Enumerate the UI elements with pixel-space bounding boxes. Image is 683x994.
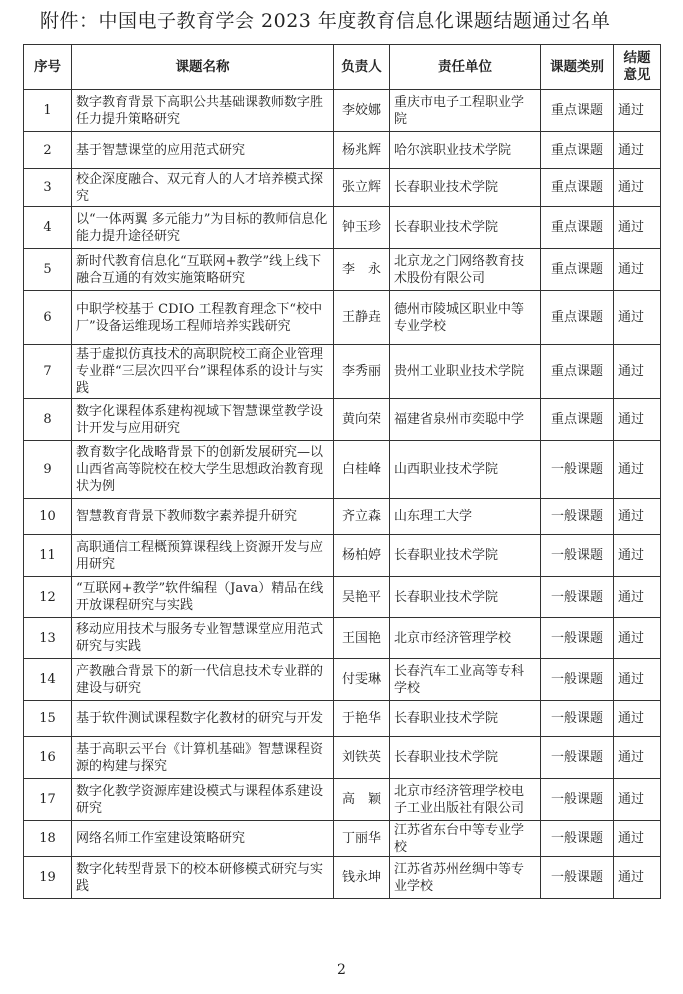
page-number: 2 <box>337 962 346 978</box>
topic-category: 一般课题 <box>541 499 614 535</box>
result-opinion: 通过 <box>614 499 661 535</box>
row-number: 18 <box>24 821 72 857</box>
row-number: 10 <box>24 499 72 535</box>
header-no: 序号 <box>24 45 72 90</box>
row-number: 6 <box>24 291 72 345</box>
header-category: 课题类别 <box>541 45 614 90</box>
topic-name: 中职学校基于 CDIO 工程教育理念下“校中厂”设备运维现场工程师培养实践研究 <box>72 291 334 345</box>
row-number: 13 <box>24 618 72 659</box>
table-row <box>24 701 661 737</box>
person-in-charge: 钱永坤 <box>334 857 390 899</box>
topic-name: 教育数字化战略背景下的创新发展研究—以山西省高等院校在校大学生思想政治教育现状为例 <box>72 441 334 499</box>
result-opinion: 通过 <box>614 659 661 701</box>
row-number: 16 <box>24 737 72 779</box>
topic-name: “互联网+教学”软件编程（Java）精品在线开放课程研究与实践 <box>72 577 334 618</box>
topic-category: 一般课题 <box>541 535 614 577</box>
topic-category: 重点课题 <box>541 249 614 291</box>
table-row <box>24 821 661 857</box>
person-in-charge: 刘铁英 <box>334 737 390 779</box>
topic-name: 数字教育背景下高职公共基础课教师数字胜任力提升策略研究 <box>72 90 334 132</box>
header-name: 课题名称 <box>72 45 334 90</box>
topic-name: 基于高职云平台《计算机基础》智慧课程资源的构建与探究 <box>72 737 334 779</box>
results-table <box>23 44 661 899</box>
person-in-charge: 王国艳 <box>334 618 390 659</box>
table-row <box>24 659 661 701</box>
person-in-charge: 白桂峰 <box>334 441 390 499</box>
responsible-unit: 哈尔滨职业技术学院 <box>390 132 541 169</box>
responsible-unit: 贵州工业职业技术学院 <box>390 345 541 399</box>
result-opinion: 通过 <box>614 291 661 345</box>
table-row <box>24 207 661 249</box>
topic-name: 数字化课程体系建构视域下智慧课堂教学设计开发与应用研究 <box>72 399 334 441</box>
responsible-unit: 北京龙之门网络教育技术股份有限公司 <box>390 249 541 291</box>
result-opinion: 通过 <box>614 701 661 737</box>
topic-name: 基于虚拟仿真技术的高职院校工商企业管理专业群“三层次四平台”课程体系的设计与实践 <box>72 345 334 399</box>
topic-category: 一般课题 <box>541 701 614 737</box>
responsible-unit: 江苏省苏州丝绸中等专业学校 <box>390 857 541 899</box>
person-in-charge: 高 颖 <box>334 779 390 821</box>
topic-name: 基于智慧课堂的应用范式研究 <box>72 132 334 169</box>
row-number: 12 <box>24 577 72 618</box>
row-number: 3 <box>24 169 72 207</box>
responsible-unit: 山东理工大学 <box>390 499 541 535</box>
responsible-unit: 江苏省东台中等专业学校 <box>390 821 541 857</box>
person-in-charge: 杨柏婷 <box>334 535 390 577</box>
result-opinion: 通过 <box>614 345 661 399</box>
topic-category: 一般课题 <box>541 821 614 857</box>
topic-category: 重点课题 <box>541 399 614 441</box>
topic-category: 重点课题 <box>541 345 614 399</box>
result-opinion: 通过 <box>614 535 661 577</box>
person-in-charge: 丁丽华 <box>334 821 390 857</box>
topic-category: 一般课题 <box>541 441 614 499</box>
row-number: 17 <box>24 779 72 821</box>
table-row <box>24 499 661 535</box>
topic-category: 重点课题 <box>541 90 614 132</box>
row-number: 2 <box>24 132 72 169</box>
topic-name: 以“一体两翼 多元能力”为目标的教师信息化能力提升途径研究 <box>72 207 334 249</box>
person-in-charge: 吴艳平 <box>334 577 390 618</box>
topic-category: 一般课题 <box>541 737 614 779</box>
topic-name: 数字化转型背景下的校本研修模式研究与实践 <box>72 857 334 899</box>
topic-name: 数字化教学资源库建设模式与课程体系建设研究 <box>72 779 334 821</box>
table-row <box>24 345 661 399</box>
responsible-unit: 长春职业技术学院 <box>390 701 541 737</box>
table-row <box>24 249 661 291</box>
result-opinion: 通过 <box>614 737 661 779</box>
table-row <box>24 441 661 499</box>
table-row <box>24 857 661 899</box>
result-opinion: 通过 <box>614 90 661 132</box>
topic-name: 智慧教育背景下教师数字素养提升研究 <box>72 499 334 535</box>
topic-category: 重点课题 <box>541 291 614 345</box>
topic-name: 高职通信工程概预算课程线上资源开发与应用研究 <box>72 535 334 577</box>
person-in-charge: 黄向荣 <box>334 399 390 441</box>
table-row <box>24 399 661 441</box>
topic-name: 移动应用技术与服务专业智慧课堂应用范式研究与实践 <box>72 618 334 659</box>
topic-category: 一般课题 <box>541 659 614 701</box>
topic-category: 一般课题 <box>541 779 614 821</box>
result-opinion: 通过 <box>614 399 661 441</box>
document-title: 附件：中国电子教育学会 2023 年度教育信息化课题结题通过名单 <box>40 10 611 32</box>
result-opinion: 通过 <box>614 577 661 618</box>
table-row <box>24 779 661 821</box>
table-row <box>24 169 661 207</box>
person-in-charge: 杨兆辉 <box>334 132 390 169</box>
topic-name: 网络名师工作室建设策略研究 <box>72 821 334 857</box>
person-in-charge: 于艳华 <box>334 701 390 737</box>
responsible-unit: 福建省泉州市奕聪中学 <box>390 399 541 441</box>
result-opinion: 通过 <box>614 779 661 821</box>
row-number: 9 <box>24 441 72 499</box>
row-number: 14 <box>24 659 72 701</box>
person-in-charge: 李姣娜 <box>334 90 390 132</box>
table-row <box>24 737 661 779</box>
responsible-unit: 长春汽车工业高等专科学校 <box>390 659 541 701</box>
responsible-unit: 山西职业技术学院 <box>390 441 541 499</box>
header-person: 负责人 <box>334 45 390 90</box>
person-in-charge: 付雯琳 <box>334 659 390 701</box>
header-result: 结题意见 <box>614 45 661 90</box>
result-opinion: 通过 <box>614 441 661 499</box>
result-opinion: 通过 <box>614 207 661 249</box>
result-opinion: 通过 <box>614 169 661 207</box>
topic-name: 基于软件测试课程数字化教材的研究与开发 <box>72 701 334 737</box>
topic-name: 校企深度融合、双元育人的人才培养模式探究 <box>72 169 334 207</box>
person-in-charge: 王静垚 <box>334 291 390 345</box>
result-opinion: 通过 <box>614 132 661 169</box>
topic-name: 新时代教育信息化“互联网+教学”线上线下融合互通的有效实施策略研究 <box>72 249 334 291</box>
row-number: 19 <box>24 857 72 899</box>
table-row <box>24 618 661 659</box>
topic-category: 一般课题 <box>541 618 614 659</box>
responsible-unit: 长春职业技术学院 <box>390 535 541 577</box>
topic-category: 一般课题 <box>541 577 614 618</box>
topic-category: 重点课题 <box>541 132 614 169</box>
header-unit: 责任单位 <box>390 45 541 90</box>
person-in-charge: 李秀丽 <box>334 345 390 399</box>
responsible-unit: 长春职业技术学院 <box>390 737 541 779</box>
person-in-charge: 钟玉珍 <box>334 207 390 249</box>
topic-name: 产教融合背景下的新一代信息技术专业群的建设与研究 <box>72 659 334 701</box>
table-row <box>24 132 661 169</box>
person-in-charge: 张立辉 <box>334 169 390 207</box>
responsible-unit: 德州市陵城区职业中等专业学校 <box>390 291 541 345</box>
table-row <box>24 291 661 345</box>
result-opinion: 通过 <box>614 249 661 291</box>
responsible-unit: 长春职业技术学院 <box>390 577 541 618</box>
responsible-unit: 北京市经济管理学校电子工业出版社有限公司 <box>390 779 541 821</box>
result-opinion: 通过 <box>614 821 661 857</box>
row-number: 11 <box>24 535 72 577</box>
row-number: 8 <box>24 399 72 441</box>
table-row <box>24 535 661 577</box>
result-opinion: 通过 <box>614 857 661 899</box>
result-opinion: 通过 <box>614 618 661 659</box>
row-number: 5 <box>24 249 72 291</box>
responsible-unit: 北京市经济管理学校 <box>390 618 541 659</box>
row-number: 4 <box>24 207 72 249</box>
table-header-row <box>24 45 661 90</box>
row-number: 1 <box>24 90 72 132</box>
responsible-unit: 长春职业技术学院 <box>390 207 541 249</box>
table-row <box>24 90 661 132</box>
row-number: 7 <box>24 345 72 399</box>
topic-category: 一般课题 <box>541 857 614 899</box>
topic-category: 重点课题 <box>541 207 614 249</box>
topic-category: 重点课题 <box>541 169 614 207</box>
responsible-unit: 长春职业技术学院 <box>390 169 541 207</box>
row-number: 15 <box>24 701 72 737</box>
responsible-unit: 重庆市电子工程职业学院 <box>390 90 541 132</box>
person-in-charge: 李 永 <box>334 249 390 291</box>
person-in-charge: 齐立森 <box>334 499 390 535</box>
table-row <box>24 577 661 618</box>
